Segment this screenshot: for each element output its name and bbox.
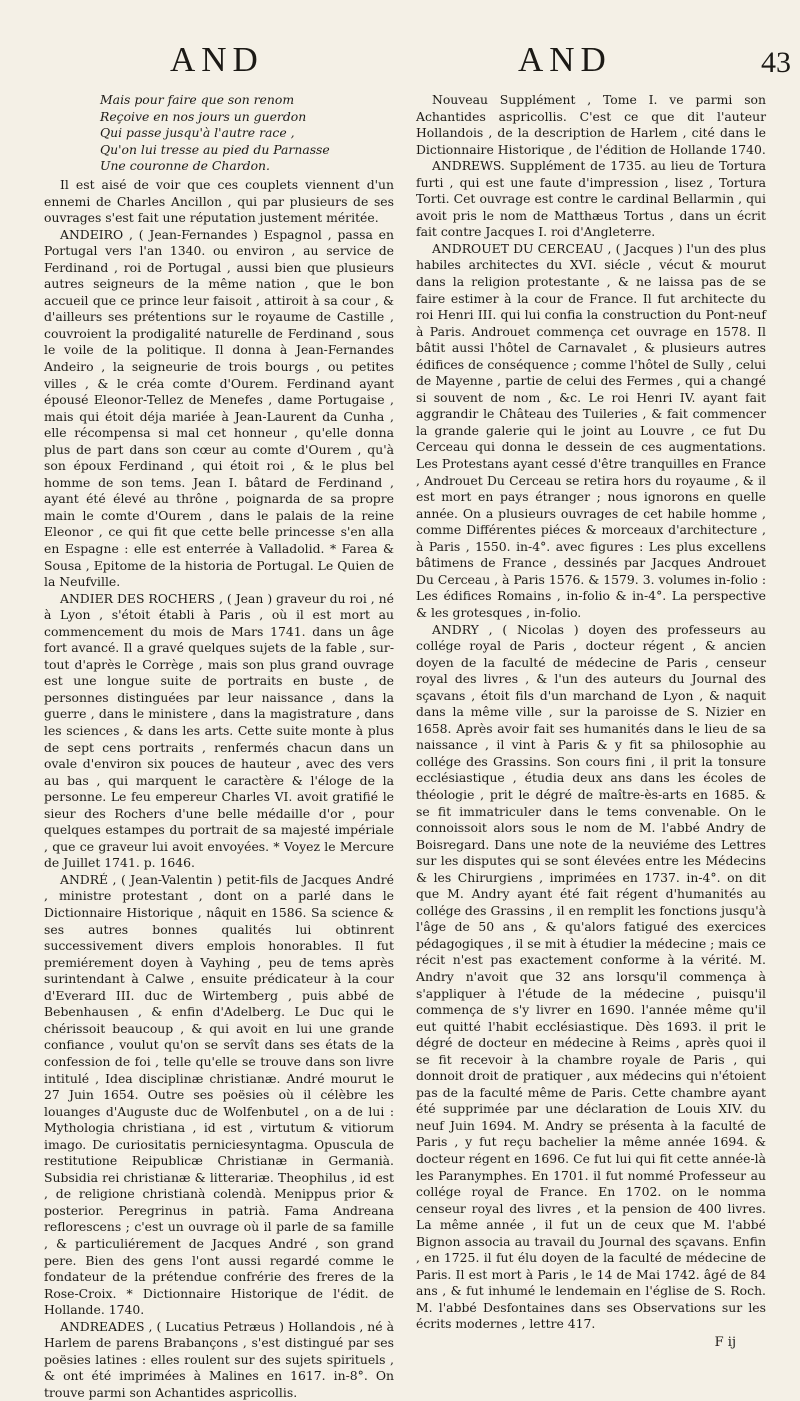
verse-line: Qu'on lui tresse au pied du Parnasse (100, 141, 330, 157)
entry-andier-des-rochers: ANDIER DES ROCHERS , ( Jean ) graveur du roi , né à Lyon , s'étoit établi à Paris , où il est mort au commencement du mois de Mars 1741. dans un âge fort avancé. Il a gravé quelques sujets de la fable , sur-tout d'après le Corrège , mais son plus grand ouvrage est une longue suite de portraits en buste , de personnes distinguées par leur naissance , dans la guerre , dans le ministere , dans la magistrature , dans les sciences , & dans les arts. Cette suite monte à plus de sept cens portraits , renfermés chacun dans un ovale d'environ six pouces de hauteur , avec des vers au bas , qui marquent le caractère & l'éloge de la personne. Le feu empereur Charles VI. avoit gratifié le sieur des Rochers d'une belle médaille d'or , pour quelques estampes du portrait de sa majesté impériale , que ce graveur lui avoit envoyées. * Voyez le Mercure de Juillet 1741. p. 1646. (44, 590, 394, 871)
entry-andreades-continued: Nouveau Supplément , Tome I. ve parmi son Achantides aspricollis. C'est ce que dit l'auteur Hollandois , de la description de Harlem , cité dans le Dictionnaire Historique , de l'édition de Hollande 1740. (416, 92, 766, 157)
running-head-left: AND (170, 40, 264, 79)
running-head-right: AND (518, 40, 612, 79)
entry-androuet-du-cerceau: ANDROUET DU CERCEAU , ( Jacques ) l'un des plus habiles architectes du XVI. siécle , vécut & mourut dans la religion protestante , & ne laissa pas de se faire estimer à la cour de France. Il fut architecte du roi Henri III. qui lui confia la construction du Pont-neuf à Paris. Androuet commença cet ouvrage en 1578. Il bâtit aussi l'hôtel de Carnavalet , & plusieurs autres édifices de conséquence ; comme l'hôtel de Sully , celui de Mayenne , partie de celui des Fermes , qui a changé si souvent de nom , &c. Le roi Henri IV. ayant fait aggrandir le Château des Tuileries , & fait commencer la grande galerie qui le joint au Louvre , ce fut Du Cerceau qui donna le dessein de ces augmentations. Les Protestans ayant cessé d'être tranquilles en France , Androuet Du Cerceau se retira hors du royaume , & il est mort en pays étranger ; nous ignorons en quelle année. On a plusieurs ouvrages de cet habile homme , comme Différentes piéces & morceaux d'architecture , à Paris , 1550. in-4°. avec figures : Les plus excellens bâtimens de France , dessinés par Jacques Androuet Du Cerceau , à Paris 1576. & 1579. 3. volumes in-folio : Les édifices Romains , in-folio & in-4°. La perspective & les grotesques , in-folio. (416, 240, 766, 620)
page-number: 43 (761, 46, 791, 79)
verse-line: Qui passe jusqu'à l'autre race , (100, 125, 295, 141)
entry-andrews: ANDREWS. Supplément de 1735. au lieu de Tortura furti , qui est une faute d'impression , lisez , Tortura Torti. Cet ouvrage est contre le cardinal Bellarmin , qui avoit pris le nom de Matthæus Tortus , dans un écrit fait contre Jacques I. roi d'Angleterre. (416, 158, 766, 240)
entry-andeiro: ANDEIRO , ( Jean-Fernandes ) Espagnol , passa en Portugal vers l'an 1340. ou environ , au service de Ferdinand , roi de Portugal , aussi bien que plusieurs autres seigneurs de la même nation , que le bon accueil que ce prince leur faisoit , attiroit à sa cour , & d'ailleurs ses prétentions sur le royaume de Castille , couvroient la prodigalité naturelle de Ferdinand , sous le voile de la politique. Il donna à Jean-Fernandes Andeiro , la seigneurie de trois bourgs , ou petites villes , & le créa comte d'Ourem. Ferdinand ayant épousé Eleonor-Tellez de Menefes , dame Portugaise , mais qui étoit déja mariée à Jean-Laurent da Cunha , elle récompensa si mal cet honneur , qu'elle donna plus de part dans son cœur au comte d'Ourem , qu'à son époux Ferdinand , qui étoit roi , & le plus bel homme de son tems. Jean I. bâtard de Ferdinand , ayant été élevé au thrône , poignarda de sa propre main le comte d'Ourem , dans le palais de la reine Eleonor , ce qui fit que cette belle princesse s'en alla en Espagne : elle est enterrée à Valladolid. * Farea & Sousa , Epitome de la historia de Portugal. Le Quien de la Neufville. (44, 226, 394, 590)
verse-line: Mais pour faire que son renom (100, 92, 295, 107)
page-header (44, 40, 791, 92)
signature-mark: F ij (714, 1335, 736, 1351)
right-column (416, 92, 766, 1401)
verse-line: Une couronne de Chardon. (100, 158, 270, 174)
verse-quotation (44, 92, 394, 175)
text-columns (44, 92, 766, 1401)
entry-andre: ANDRÉ , ( Jean-Valentin ) petit-fils de Jacques André , ministre protestant , dont on a parlé dans le Dictionnaire Historique , nâquit en 1586. Sa science & ses autres bonnes qualités lui obtinrent successivement divers emplois honorables. Il fut premiérement doyen à Vayhing , peu de tems après surintendant à Calwe , ensuite prédicateur à la cour d'Everard III. duc de Wirtemberg , puis abbé de Bebenhausen , & enfin d'Adelberg. Le Duc qui le chérissoit beaucoup , & qui avoit en lui une grande confiance , voulut qu'on se servît dans ses états de la confession de foi , telle qu'elle se trouve dans son livre intitulé , Idea disciplinæ christianæ. André mourut le 27 Juin 1654. Outre ses poësies où il célèbre les louanges d'Auguste duc de Wolfenbutel , on a de lui : Mythologia christiana , id est , virtutum & vitiorum imago. De curiositatis perniciesyntagma. Opuscula de restitutione Reipublicæ Christianæ in Germanià. Subsidia rei christianæ & litterariæ. Theophilus , id est , de religione christianà colendà. Menippus prior & posterior. Peregrinus in patrià. Fama Andreana reflorescens ; c'est un ouvrage où il parle de sa famille , & particuliérement de Jacques André , son grand pere. Bien des gens l'ont aussi regardé comme le fondateur de la prétendue confrérie des freres de la Rose-Croix. * Dictionnaire Historique de l'édit. de Hollande. 1740. (44, 871, 394, 1318)
entry-andreades: ANDREADES , ( Lucatius Petræus ) Hollandois , né à Harlem de parens Brabançons , s'est distingué par ses poësies latines : elles roulent sur des sujets spirituels , & ont été imprimées à Malines en 1617. in-8°. On trouve parmi son Achantides aspricollis. (44, 1318, 394, 1400)
left-column (44, 92, 394, 1401)
verse-line: Reçoive en nos jours un guerdon (100, 108, 307, 124)
paragraph-commentary: Il est aisé de voir que ces couplets viennent d'un ennemi de Charles Ancillon , qui par plusieurs de ses ouvrages s'est fait une réputation justement méritée. (44, 176, 394, 226)
entry-andry: ANDRY , ( Nicolas ) doyen des professeurs au collége royal de Paris , docteur régent , & ancien doyen de la faculté de médecine de Paris , censeur royal des livres , & l'un des auteurs du Journal des sçavans , étoit fils d'un marchand de Lyon , & naquit dans la même ville , sur la paroisse de S. Nizier en 1658. Après avoir fait ses humanités dans le lieu de sa naissance , il vint à Paris & y fit sa philosophie au collége des Grassins. Son cours fini , il prit la tonsure ecclésiastique , étudia deux ans dans les écoles de théologie , prit le dégré de maître-ès-arts en 1685. & se fit immatriculer dans le tems convenable. On le connoissoit alors sous le nom de M. l'abbé Andry de Boisregard. Dans une note de la neuviéme des Lettres sur les disputes qui se sont élevées entre les Médecins & les Chirurgiens , imprimées en 1737. in-4°. on dit que M. Andry ayant été fait régent d'humanités au collége des Grassins , il en remplit les fonctions jusqu'à l'âge de 50 ans , & qu'alors fatigué des exercices pédagogiques , il se mit à étudier la médecine ; mais ce récit n'est pas exactement conforme à la vérité. M. Andry n'avoit que 32 ans lorsqu'il commença à s'appliquer à l'étude de la médecine , puisqu'il commença de s'y livrer en 1690. l'année même qu'il eut quitté l'habit ecclésiastique. Dès 1693. il prit le dégré de docteur en médecine à Reims , après quoi il se fit recevoir à la chambre royale de Paris , qui donnoit droit de pratiquer , aux médecins qui n'étoient pas de la faculté même de Paris. Cette chambre ayant été supprimée par une déclaration de Louis XIV. du neuf Juin 1694. M. Andry se présenta à la faculté de Paris , y fut reçu bachelier la même année 1694. & docteur régent en 1696. Ce fut lui qui fit cette année-là les Paranymphes. En 1701. il fut nommé Professeur au collége royal de France. En 1702. on le nomma censeur royal des livres , et la pension de 400 livres. La même année , il fut un de ceux que M. l'abbé Bignon associa au travail du Journal des sçavans. Enfin , en 1725. il fut élu doyen de la faculté de médecine de Paris. Il est mort à Paris , le 14 de Mai 1742. âgé de 84 ans , & fut inhumé le lendemain en l'église de S. Roch. M. l'abbé Desfontaines dans ses Observations sur les écrits modernes , lettre 417. (416, 621, 766, 1332)
